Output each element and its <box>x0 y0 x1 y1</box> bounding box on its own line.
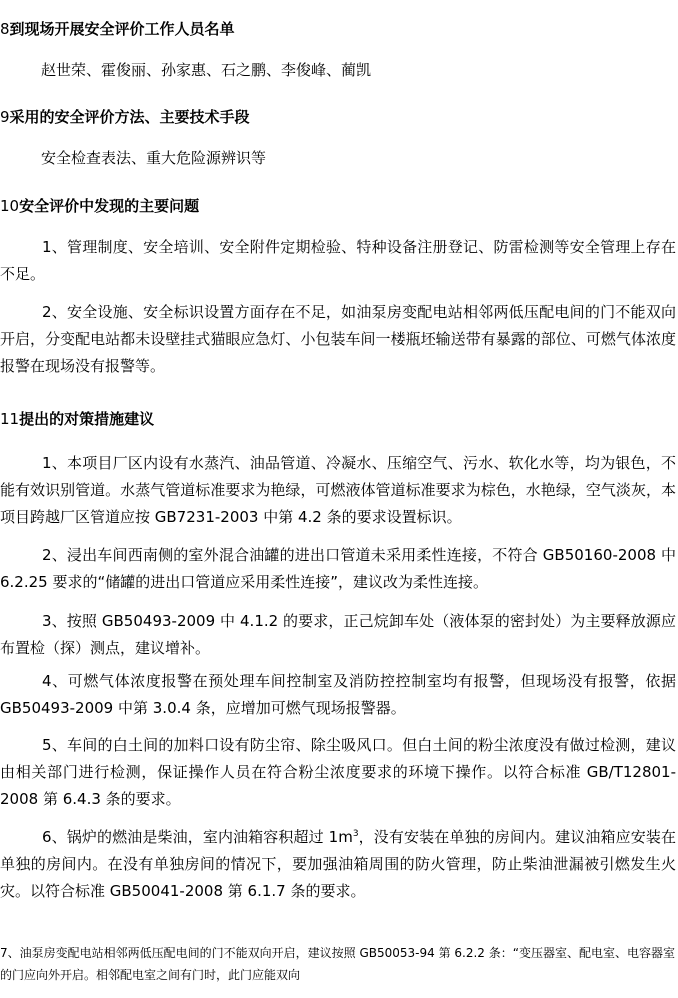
suggestion-item-5: 5、车间的白土间的加料口设有防尘帘、除尘吸风口。但白土间的粉尘浓度没有做过检测，建议由相关部门进行检测，保证操作人员在符合粉尘浓度要求的环境下操作。以符合标准 GB/T12801-2008 第 6.4.3 条的要求。 <box>0 736 676 808</box>
suggestion-item-1: 1、本项目厂区内设有水蒸汽、油品管道、冷凝水、压缩空气、污水、软化水等，均为银色，不能有效识别管道。水蒸气管道标准要求为艳绿，可燃液体管道标准要求为棕色，水艳绿，空气淡灰，本项目跨越厂区管道应按 GB7231-2003 中第 4.2 条的要求设置标识。 <box>0 454 676 526</box>
section-8-number: 8 <box>0 20 10 38</box>
suggestion-item-6-before: 6、锅炉的燃油是柴油，室内油箱容积超过 1m <box>42 828 353 846</box>
suggestion-item-6-after: ，没有安装在单独的房间内。建议油箱应安装在单独的房间内。在没有单独房间的情况下，要加强油箱周围的防火管理，防止柴油泄漏被引燃发生火灾。以符合标准 GB50041-2008 第 6.1.7 条的要求。 <box>0 828 676 900</box>
section-11-heading <box>0 409 154 429</box>
section-9-number: 9 <box>0 108 10 126</box>
section-10-number: 10 <box>0 197 20 215</box>
section-9-title: 采用的安全评价方法、主要技术手段 <box>9 108 250 126</box>
suggestion-item-6 <box>0 824 676 905</box>
section-10-title: 安全评价中发现的主要问题 <box>19 197 200 215</box>
problem-item-2: 2、安全设施、安全标识设置方面存在不足，如油泵房变配电站相邻两低压配电间的门不能双向开启，分变配电站都未设壁挂式猫眼应急灯、小包装车间一楼瓶坯输送带有暴露的部位、可燃气体浓度报警在现场没有报警等。 <box>0 303 676 375</box>
superscript-3: 3 <box>352 829 359 839</box>
section-9-heading <box>0 107 250 127</box>
suggestion-item-3: 3、按照 GB50493-2009 中 4.1.2 的要求，正己烷卸车处（液体泵的密封处）为主要释放源应布置检（探）测点，建议增补。 <box>0 612 676 657</box>
section-11-title: 提出的对策措施建议 <box>19 410 155 428</box>
suggestion-item-2: 2、浸出车间西南侧的室外混合油罐的进出口管道未采用柔性连接，不符合 GB50160-2008 中 6.2.25 要求的“储罐的进出口管道应采用柔性连接”，建议改为柔性连接。 <box>0 546 676 591</box>
suggestion-item-4: 4、可燃气体浓度报警在预处理车间控制室及消防控控制室均有报警，但现场没有报警，依据 GB50493-2009 中第 3.0.4 条，应增加可燃气现场报警器。 <box>0 672 676 717</box>
section-8-title: 到现场开展安全评价工作人员名单 <box>9 20 235 38</box>
section-8-heading <box>0 19 235 39</box>
problem-item-1: 1、管理制度、安全培训、安全附件定期检验、特种设备注册登记、防雷检测等安全管理上存在不足。 <box>0 238 676 283</box>
section-11-number: 11 <box>0 410 20 428</box>
section-10-heading <box>0 196 199 216</box>
suggestion-item-7: 7、油泵房变配电站相邻两低压配电间的门不能双向开启，建议按照 GB50053-94 第 6.2.2 条：“变压器室、配电室、电容器室的门应向外开启。相邻配电室之间有门时，此门应能双向 <box>0 946 675 982</box>
evaluation-methods: 安全检查表法、重大危险源辨识等 <box>41 149 267 167</box>
personnel-names: 赵世荣、霍俊丽、孙家惠、石之鹏、李俊峰、蔺凯 <box>41 61 372 79</box>
